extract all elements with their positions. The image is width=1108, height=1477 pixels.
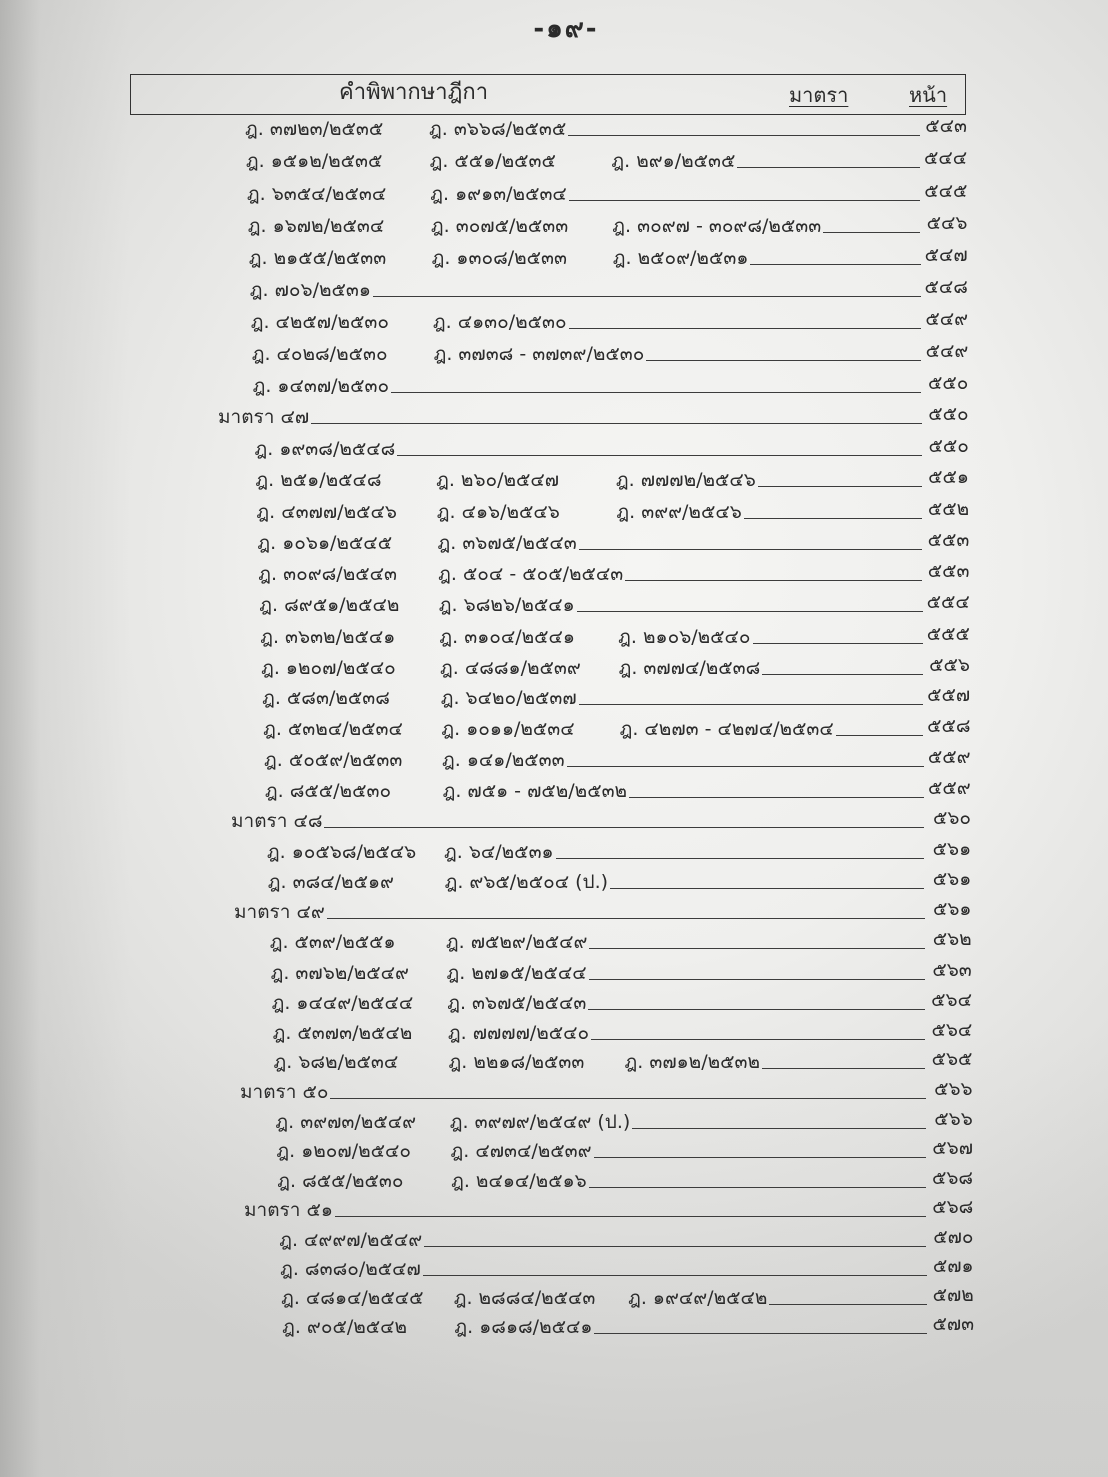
case-citation: ฎ. ๓๙๙/๒๕๔๖ xyxy=(616,500,742,523)
case-citation: ฎ. ๔๘๘๑/๒๕๓๙ xyxy=(439,656,581,679)
page-reference: ๕๗๐ xyxy=(933,1225,974,1248)
leader-line xyxy=(397,455,921,456)
table-header-title: คำพิพากษาฎีกา xyxy=(339,80,489,105)
case-row xyxy=(282,1313,974,1341)
case-row xyxy=(263,715,970,743)
case-row xyxy=(251,308,968,336)
case-citation: ฎ. ๗๗๗๗/๒๕๔๐ xyxy=(447,1021,590,1044)
case-citation: ฎ. ๑๐๕๖๘/๒๕๔๖ xyxy=(266,840,417,863)
page-reference: ๕๕๕ xyxy=(926,622,970,645)
page-reference: ๕๕๙ xyxy=(927,745,971,768)
case-citation: ฎ. ๕๓๒๔/๒๕๓๔ xyxy=(263,718,403,741)
page-reference: ๕๕๘ xyxy=(927,715,971,738)
case-citation: ฎ. ๓๙๗๓/๒๕๔๙ xyxy=(275,1110,417,1133)
case-citation: ฎ. ๓๖๗๕/๒๕๔๓ xyxy=(437,532,577,554)
page-reference: ๕๖๒ xyxy=(932,928,972,951)
case-citation: ฎ. ๔๒๕๗/๒๕๓๐ xyxy=(250,310,389,333)
case-citation: ฎ. ๔๓๗๗/๒๕๔๖ xyxy=(256,500,397,523)
case-citation: ฎ. ๙๖๕/๒๕๐๔ (ป.) xyxy=(444,870,609,893)
case-citation: ฎ. ๓๖๖๘/๒๕๓๕ xyxy=(429,118,567,140)
case-row xyxy=(245,115,967,143)
leader-line xyxy=(744,518,922,519)
case-citation: ฎ. ๖๔/๒๕๓๑ xyxy=(443,840,554,863)
case-row xyxy=(258,560,969,588)
case-row xyxy=(270,928,972,956)
case-citation: ฎ. ๓๐๙๘/๒๕๔๓ xyxy=(258,563,397,586)
case-citation: ฎ. ๓๗๗๔/๒๕๓๘ xyxy=(618,656,761,679)
case-row xyxy=(271,959,972,987)
leader-line xyxy=(567,766,924,767)
page-reference: ๕๕๙ xyxy=(928,776,971,799)
case-citation: ฎ. ๗๕๑ - ๗๕๒/๒๕๓๒ xyxy=(442,779,628,802)
case-citation: ฎ. ๕๕๑/๒๕๓๕ xyxy=(429,150,556,173)
case-row xyxy=(255,466,969,494)
case-citation: ฎ. ๑๒๐๗/๒๕๔๐ xyxy=(261,656,396,679)
case-citations xyxy=(252,340,645,368)
leader-line xyxy=(311,423,921,424)
column-header-section: มาตรา xyxy=(789,83,849,107)
case-citations xyxy=(245,115,566,143)
case-citations xyxy=(257,529,576,557)
leader-line xyxy=(762,674,923,675)
case-citation: ฎ. ๒๙๑/๒๕๓๕ xyxy=(611,150,736,173)
leader-line xyxy=(391,392,921,393)
case-citations xyxy=(271,959,587,987)
section-heading: มาตรา ๕๑ xyxy=(244,1199,333,1222)
case-row xyxy=(250,276,968,304)
case-citations xyxy=(260,623,750,651)
case-citation: ฎ. ๔๙๙๗/๒๕๔๙ xyxy=(279,1228,423,1251)
case-row xyxy=(255,435,969,463)
section-row xyxy=(244,1196,973,1224)
section-heading: มาตรา ๕๐ xyxy=(240,1081,329,1104)
case-citation: ฎ. ๓๖๓๒/๒๕๔๑ xyxy=(260,625,396,648)
case-citation: ฎ. ๔๗๓๔/๒๕๓๙ xyxy=(450,1140,592,1163)
page-reference: ๕๕๐ xyxy=(928,434,969,457)
case-citation: ฎ. ๑๐๖๑/๒๕๔๕ xyxy=(257,532,393,554)
leader-line xyxy=(625,580,922,581)
case-citation: ฎ. ๓๑๐๔/๒๕๔๑ xyxy=(439,625,575,648)
page-reference: ๕๕๐ xyxy=(928,371,969,394)
case-citation: ฎ. ๕๓๗๓/๒๕๔๒ xyxy=(272,1021,413,1044)
leader-line xyxy=(750,264,920,265)
case-row xyxy=(267,838,971,866)
leader-line xyxy=(769,1304,926,1305)
case-citation: ฎ. ๔๘๑๔/๒๕๔๕ xyxy=(281,1287,424,1310)
case-citation: ฎ. ๓๙๗๙/๒๕๔๙ (ป.) xyxy=(449,1110,631,1133)
case-citation: ฎ. ๘๙๕๑/๒๕๔๒ xyxy=(259,594,400,617)
case-citations xyxy=(279,1226,422,1254)
section-heading: มาตรา ๔๗ xyxy=(218,406,310,429)
case-citation: ฎ. ๑๒๐๗/๒๕๔๐ xyxy=(276,1140,411,1163)
case-row xyxy=(275,1108,972,1136)
case-row xyxy=(247,180,968,208)
case-row xyxy=(265,777,971,805)
leader-line xyxy=(424,1246,926,1247)
leader-line xyxy=(632,1128,925,1129)
case-citation: ฎ. ๑๙๑๓/๒๕๓๔ xyxy=(430,182,567,205)
case-citation: ฎ. ๑๕๑๒/๒๕๓๕ xyxy=(245,150,383,173)
case-citation: ฎ. ๒๒๑๘/๒๕๓๓ xyxy=(448,1051,585,1074)
case-citation: ฎ. ๑๓๐๘/๒๕๓๓ xyxy=(431,246,568,269)
case-citation: ฎ. ๒๕๑/๒๕๔๘ xyxy=(255,469,382,492)
case-citations xyxy=(272,989,587,1017)
section-row xyxy=(234,898,972,926)
page-number: -๑๙- xyxy=(533,14,599,44)
case-citation: ฎ. ๒๘๘๔/๒๕๔๓ xyxy=(453,1287,596,1310)
leader-line xyxy=(335,1216,926,1217)
case-citations xyxy=(248,212,821,240)
leader-line xyxy=(762,1068,925,1069)
page-reference: ๕๕๓ xyxy=(927,560,970,583)
case-citation: ฎ. ๔๐๒๘/๒๕๓๐ xyxy=(251,342,388,365)
case-citations xyxy=(280,1255,421,1283)
page-reference: ๕๔๗ xyxy=(924,243,968,266)
leader-line xyxy=(629,797,924,798)
page-reference: ๕๔๙ xyxy=(925,339,969,362)
case-citation: ฎ. ๕๓๙/๒๕๕๑ xyxy=(269,931,396,954)
case-citation: ฎ. ๕๐๔ - ๕๐๕/๒๕๔๓ xyxy=(438,563,624,586)
case-citation: ฎ. ๑๔๔๙/๒๕๔๔ xyxy=(271,991,414,1014)
page-reference: ๕๖๖ xyxy=(934,1078,973,1101)
case-row xyxy=(253,372,969,400)
case-citation: ฎ. ๘๓๘๐/๒๕๔๗ xyxy=(280,1257,421,1280)
leader-line xyxy=(594,1333,927,1334)
page-reference: ๕๖๐ xyxy=(932,807,971,830)
leader-line xyxy=(556,858,925,859)
case-row xyxy=(249,244,968,272)
column-header-page: หน้า xyxy=(909,83,948,107)
case-citation: ฎ. ๒๔๑๔/๒๕๑๖ xyxy=(451,1169,587,1192)
page-reference: ๕๔๘ xyxy=(924,276,968,298)
case-citations xyxy=(277,1167,586,1195)
case-citations xyxy=(282,1313,592,1341)
leader-line xyxy=(588,1009,925,1010)
section-row xyxy=(231,807,971,835)
leader-line xyxy=(758,486,922,487)
case-citation: ฎ. ๑๐๑๑/๒๕๓๔ xyxy=(441,718,575,741)
case-citation: ฎ. ๓๖๗๕/๒๕๔๓ xyxy=(447,991,587,1014)
section-row xyxy=(218,403,969,431)
case-row xyxy=(281,1284,974,1312)
case-citation: ฎ. ๑๙๓๘/๒๕๔๘ xyxy=(254,437,396,460)
case-row xyxy=(262,684,970,712)
section-heading: มาตรา ๔๙ xyxy=(234,901,325,924)
page-reference: ๕๕๒ xyxy=(927,497,970,520)
case-citations xyxy=(275,1108,630,1136)
leader-line xyxy=(579,549,923,550)
case-citation: ฎ. ๖๘๒/๒๕๓๔ xyxy=(273,1051,399,1074)
case-citation: ฎ. ๑๔๓๗/๒๕๓๐ xyxy=(252,374,390,397)
case-citations xyxy=(251,308,567,336)
page-reference: ๕๕๑ xyxy=(928,466,969,489)
leader-line xyxy=(753,643,923,644)
case-citations xyxy=(249,244,749,272)
case-citation: ฎ. ๔๒๗๓ - ๔๒๗๔/๒๕๓๔ xyxy=(619,718,834,741)
case-citation: ฎ. ๑๖๗๒/๒๕๓๔ xyxy=(247,214,385,237)
case-citations xyxy=(262,684,577,712)
case-row xyxy=(257,529,969,557)
case-citations xyxy=(247,180,567,208)
case-citation: ฎ. ๓๗๑๒/๒๕๓๒ xyxy=(624,1051,761,1074)
case-citations xyxy=(276,1137,591,1165)
case-citations xyxy=(273,1019,590,1047)
case-citations xyxy=(270,928,588,956)
case-citation: ฎ. ๓๗๒๓/๒๕๓๕ xyxy=(245,118,384,140)
case-citation: ฎ. ๗๕๒๙/๒๕๔๙ xyxy=(445,931,588,954)
page-reference: ๕๔๓ xyxy=(925,115,967,137)
case-row xyxy=(276,1137,973,1165)
page-reference: ๕๔๔ xyxy=(923,147,968,170)
page-reference: ๕๖๔ xyxy=(931,1018,973,1041)
case-citation: ฎ. ๘๕๕/๒๕๓๐ xyxy=(277,1169,404,1192)
leader-line xyxy=(327,918,925,919)
leader-line xyxy=(589,979,925,980)
leader-line xyxy=(591,1039,925,1040)
section-heading: มาตรา ๔๘ xyxy=(231,810,323,833)
case-citation: ฎ. ๗๗๗๒/๒๕๔๖ xyxy=(615,469,756,492)
page-reference: ๕๔๖ xyxy=(926,211,968,234)
leader-line xyxy=(823,232,920,233)
case-citations xyxy=(255,435,396,463)
case-citations xyxy=(253,372,389,400)
page-reference: ๕๕๓ xyxy=(927,529,970,551)
case-citation: ฎ. ๕๐๕๙/๒๕๓๓ xyxy=(264,748,403,771)
page-reference: ๕๕๐ xyxy=(928,403,969,426)
case-citations xyxy=(261,654,760,682)
case-row xyxy=(273,1019,973,1047)
case-citations xyxy=(267,838,554,866)
leader-line xyxy=(594,1157,926,1158)
case-row xyxy=(261,654,970,682)
case-citation: ฎ. ๒๑๐๖/๒๕๔๐ xyxy=(618,625,751,648)
case-row xyxy=(264,746,971,774)
case-citations xyxy=(264,746,565,774)
page-reference: ๕๖๖ xyxy=(934,1107,973,1130)
case-row xyxy=(256,498,969,526)
case-citation: ฎ. ๓๐๗๕/๒๕๓๓ xyxy=(430,214,569,237)
leader-line xyxy=(423,1275,927,1276)
page-reference: ๕๕๔ xyxy=(926,591,970,614)
case-citations xyxy=(256,498,741,526)
case-citations xyxy=(246,147,736,175)
page-reference: ๕๕๖ xyxy=(929,653,970,676)
case-citation: ฎ. ๒๖๐/๒๕๔๗ xyxy=(436,469,560,492)
case-row xyxy=(246,147,967,175)
leader-line xyxy=(569,200,921,201)
page-reference: ๕๕๗ xyxy=(927,684,971,707)
case-row xyxy=(248,212,968,240)
case-row xyxy=(279,1226,973,1254)
case-row xyxy=(268,868,972,896)
leader-line xyxy=(579,704,924,705)
case-row xyxy=(280,1255,974,1283)
case-citations xyxy=(259,591,574,619)
leader-line xyxy=(373,296,921,297)
page-reference: ๕๖๗ xyxy=(932,1137,973,1160)
leader-line xyxy=(589,1187,926,1188)
leader-line xyxy=(330,1098,925,1099)
page-reference: ๕๖๑ xyxy=(932,837,972,860)
page-reference: ๕๔๙ xyxy=(925,307,969,330)
page-reference: ๕๗๑ xyxy=(932,1254,974,1277)
page-reference: ๕๔๕ xyxy=(924,179,968,202)
page-reference: ๕๖๘ xyxy=(931,1166,974,1189)
case-citation: ฎ. ๔๑๓๐/๒๕๓๐ xyxy=(432,310,567,333)
case-citation: ฎ. ๖๓๕๔/๒๕๓๔ xyxy=(246,182,387,205)
page-reference: ๕๗๓ xyxy=(932,1313,975,1336)
page-reference: ๕๖๓ xyxy=(932,958,972,981)
case-citation: ฎ. ๒๗๑๕/๒๕๔๔ xyxy=(446,961,587,984)
case-citation: ฎ. ๙๐๕/๒๕๔๒ xyxy=(282,1316,408,1339)
case-citation: ฎ. ๒๑๕๕/๒๕๓๓ xyxy=(248,246,387,269)
case-citation: ฎ. ๓๘๔/๒๕๑๙ xyxy=(267,870,394,893)
case-citations xyxy=(258,560,623,588)
case-row xyxy=(259,591,970,619)
case-citations xyxy=(255,466,755,494)
case-citations xyxy=(250,276,371,304)
page-reference: ๕๖๑ xyxy=(932,867,972,890)
case-citations xyxy=(274,1048,761,1076)
leader-line xyxy=(577,611,923,612)
case-row xyxy=(252,340,969,368)
leader-line xyxy=(836,735,924,736)
leader-line xyxy=(589,948,924,949)
case-row xyxy=(277,1167,973,1195)
case-citations xyxy=(263,715,834,743)
leader-line xyxy=(324,827,924,828)
page-reference: ๕๖๑ xyxy=(932,898,972,921)
case-citation: ฎ. ๓๐๙๗ - ๓๐๙๘/๒๕๓๓ xyxy=(612,214,822,237)
case-row xyxy=(272,989,972,1017)
page-reference: ๕๖๕ xyxy=(931,1048,973,1071)
case-citation: ฎ. ๖๔๒๐/๒๕๓๗ xyxy=(440,687,577,710)
case-citation: ฎ. ๗๐๖/๒๕๓๑ xyxy=(249,279,371,301)
section-row xyxy=(240,1078,973,1106)
leader-line xyxy=(610,888,924,889)
case-citations xyxy=(265,777,627,805)
case-citation: ฎ. ๓๗๖๒/๒๕๔๙ xyxy=(270,961,409,984)
case-citation: ฎ. ๒๕๐๙/๒๕๓๑ xyxy=(612,246,749,269)
leader-line xyxy=(737,167,920,168)
case-citation: ฎ. ๑๙๔๙/๒๕๔๒ xyxy=(628,1287,768,1310)
leader-line xyxy=(568,135,920,136)
case-row xyxy=(260,623,970,651)
case-citations xyxy=(281,1284,767,1312)
case-citation: ฎ. ๕๘๓/๒๕๓๘ xyxy=(262,687,390,710)
case-citation: ฎ. ๖๘๒๖/๒๕๔๑ xyxy=(438,594,575,617)
page-reference: ๕๖๔ xyxy=(931,988,972,1011)
case-citation: ฎ. ๑๔๑/๒๕๓๓ xyxy=(442,748,565,771)
case-citations xyxy=(268,868,608,896)
case-citation: ฎ. ๔๑๖/๒๕๔๖ xyxy=(436,500,560,523)
case-citation: ฎ. ๘๕๕/๒๕๓๐ xyxy=(264,779,392,802)
case-citation: ฎ. ๓๗๓๘ - ๓๗๓๙/๒๕๓๐ xyxy=(433,342,645,365)
case-citation: ฎ. ๑๘๑๘/๒๕๔๑ xyxy=(454,1316,593,1339)
leader-line xyxy=(569,328,921,329)
case-row xyxy=(274,1048,973,1076)
page-reference: ๕๖๘ xyxy=(932,1196,974,1219)
leader-line xyxy=(646,360,921,361)
page-reference: ๕๗๒ xyxy=(932,1284,974,1307)
